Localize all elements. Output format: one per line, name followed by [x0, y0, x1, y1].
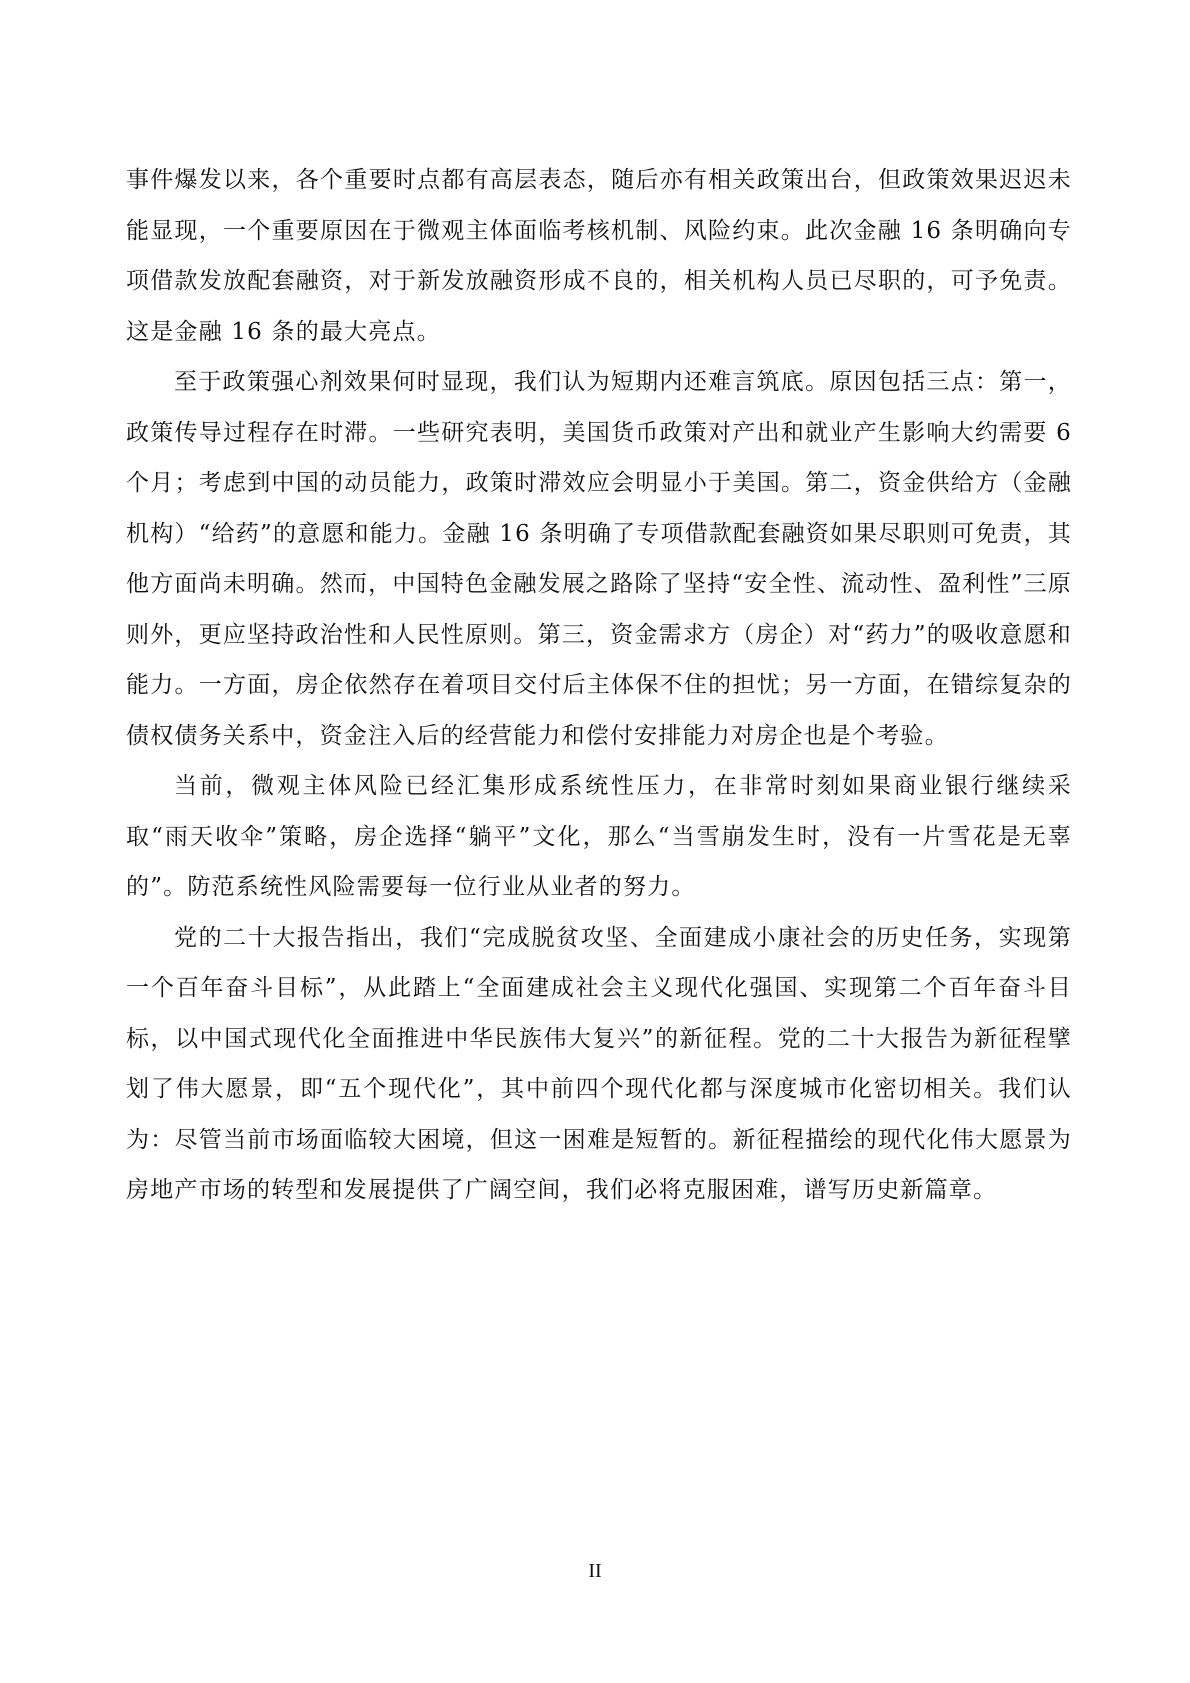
paragraph-4: 党的二十大报告指出，我们“完成脱贫攻坚、全面建成小康社会的历史任务，实现第一个百年奋斗目标”，从此踏上“全面建成社会主义现代化强国、实现第二个百年奋斗目标，以中国式现代化全面推进中华民族伟大复兴”的新征程。党的二十大报告为新征程擘划了伟大愿景，即“五个现代化”，其中前四个现代化都与深度城市化密切相关。我们认为：尽管当前市场面临较大困境，但这一困难是短暂的。新征程描绘的现代化伟大愿景为房地产市场的转型和发展提供了广阔空间，我们必将克服困难，谱写历史新篇章。 [126, 924, 1072, 1203]
page-number: II [588, 1560, 602, 1582]
body-text [126, 155, 1072, 1216]
paragraph-1: 事件爆发以来，各个重要时点都有高层表态，随后亦有相关政策出台，但政策效果迟迟未能显现，一个重要原因在于微观主体面临考核机制、风险约束。此次金融 16 条明确向专项借款发放配套融资，对于新发放融资形成不良的，相关机构人员已尽职的，可予免责。这是金融 16 条的最大亮点。 [126, 167, 1072, 345]
paragraph-2: 至于政策强心剂效果何时显现，我们认为短期内还难言筑底。原因包括三点：第一，政策传导过程存在时滞。一些研究表明，美国货币政策对产出和就业产生影响大约需要 6 个月；考虑到中国的动员能力，政策时滞效应会明显小于美国。第二，资金供给方（金融机构）“给药”的意愿和能力。金融 16 条明确了专项借款配套融资如果尽职则可免责，其他方面尚未明确。然而，中国特色金融发展之路除了坚持“安全性、流动性、盈利性”三原则外，更应坚持政治性和人民性原则。第三，资金需求方（房企）对“药力”的吸收意愿和能力。一方面，房企依然存在着项目交付后主体保不住的担忧；另一方面，在错综复杂的债权债务关系中，资金注入后的经营能力和偿付安排能力对房企也是个考验。 [126, 369, 1072, 749]
paragraph-3: 当前，微观主体风险已经汇集形成系统性压力，在非常时刻如果商业银行继续采取“雨天收伞”策略，房企选择“躺平”文化，那么“当雪崩发生时，没有一片雪花是无辜的”。防范系统性风险需要每一位行业从业者的努力。 [126, 773, 1072, 900]
